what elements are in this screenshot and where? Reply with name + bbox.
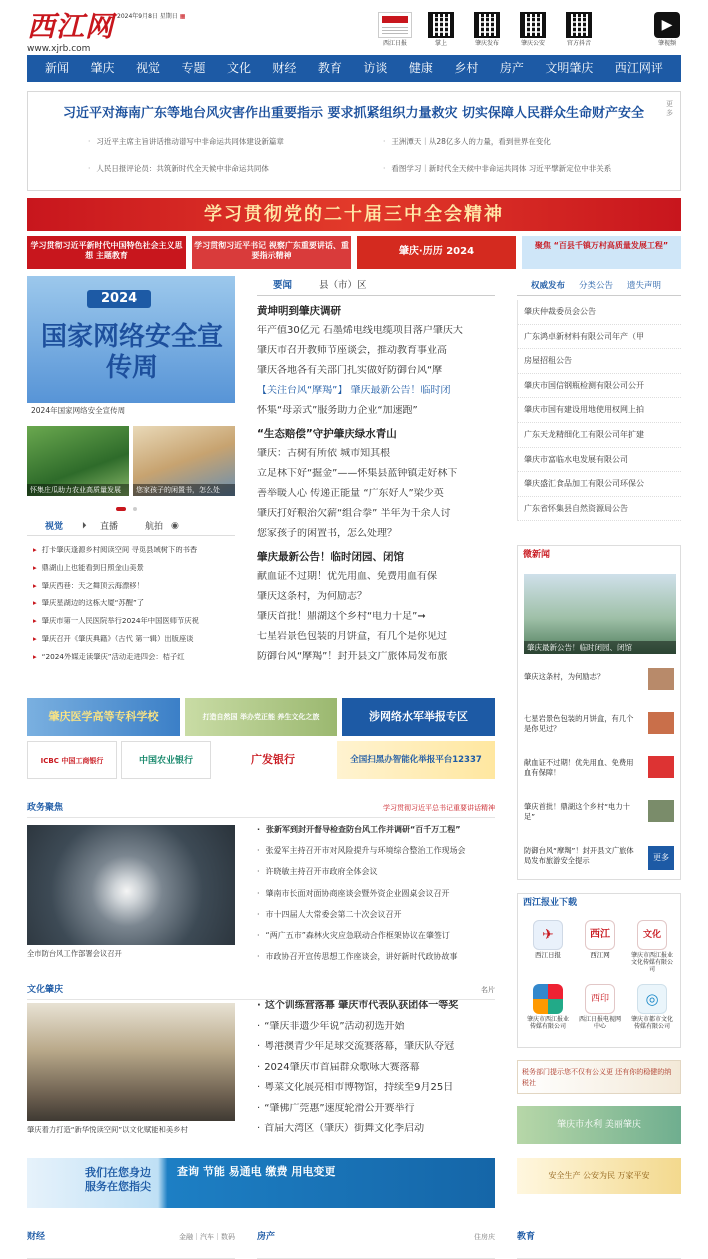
list-item[interactable]: ▸ 鼎湖山上也能看到日照金山美景 — [33, 564, 233, 582]
ad-banner[interactable]: 学习贯彻习近平书记 视察广东重要讲话、重要指示精神 — [192, 236, 351, 269]
header-icon-bar — [375, 12, 685, 52]
feature-caption: 2024年国家网络安全宣传周 — [27, 403, 235, 418]
tab-aerial[interactable]: 航拍 — [145, 522, 164, 532]
news-item[interactable]: 怀集“母亲式”服务助力企业“加速跑” — [257, 405, 418, 416]
play-icon: ▶ — [654, 12, 680, 38]
bank-ad[interactable]: 全国扫黑办智能化举报平台12337 — [337, 741, 495, 779]
nav-item[interactable]: 健康 — [408, 61, 433, 76]
mini-photo[interactable] — [133, 426, 235, 496]
news-item[interactable]: 献血证不过期！优先用血、免费用血有保 — [257, 571, 437, 582]
carousel-dot[interactable] — [133, 507, 137, 511]
newspaper-icon — [378, 12, 412, 38]
app-label: 肇庆市西江报业文化传媒有限公司 — [630, 952, 673, 974]
news-item[interactable]: 年产值30亿元 石墨烯电线电缆项目落户肇庆大 — [257, 325, 463, 336]
list-item[interactable]: 肇庆仲裁委员会公告 — [518, 300, 681, 325]
news-item[interactable]: 肇庆首批！鼎湖这个乡村“电力十足”➞ — [257, 611, 426, 622]
app-icon: 西印 — [585, 984, 615, 1014]
news-item[interactable]: 【关注台风“摩羯”】 肇庆最新公告！临时闭 — [257, 385, 451, 396]
news-item[interactable]: 七星岩景色包装的月饼盒，有几个是你见过 — [257, 631, 447, 642]
culture-caption: 肇庆着力打造“新华悦读空间”以文化赋能和美乡村 — [27, 1126, 188, 1134]
bank-ad[interactable]: 广发银行 — [251, 753, 295, 766]
micro-item[interactable]: 献血证不过期！优先用血、免费用血有保障！ — [524, 758, 634, 778]
drone-icon: ◉ — [171, 521, 179, 531]
list-item[interactable]: ▸ 打卡肇庆逢源乡村阅读空间 寻觅县域树下的书香 — [33, 546, 233, 564]
news-headline[interactable]: “生态赔偿”守护肇庆绿水青山 — [257, 428, 397, 440]
list-item[interactable]: ▸ 肇庆市第一人民医院举行2024年中国医师节庆祝 — [33, 617, 233, 635]
top-sub-item[interactable]: · 习近平主席主旨讲话推动谱写中非命运共同体建设新篇章 — [88, 137, 284, 146]
carousel-dot[interactable] — [116, 507, 126, 511]
nav-item[interactable]: 专题 — [181, 61, 206, 76]
nav-item[interactable]: 文化 — [226, 61, 251, 76]
list-item[interactable]: ▸ “2024外媒走读肇庆”活动走进四会：桔子红 — [33, 653, 233, 671]
gov-list — [257, 825, 495, 973]
app-icon: ✈ — [533, 920, 563, 950]
ad-banner[interactable]: 打造自然国 举办党正能 养生文化之旅 — [185, 698, 337, 736]
micro-title: 微新闻 — [523, 550, 551, 560]
bank-ad-row — [27, 741, 495, 779]
top-sub-item[interactable]: · 王洲潭天｜从28亿多人的力量，看到世界在变化 — [383, 137, 551, 146]
nav-item[interactable]: 房产 — [499, 61, 524, 76]
app-label: 肇庆市西江报业传媒有限公司 — [526, 1016, 569, 1031]
qr-label: 肇庆公安 — [520, 40, 545, 47]
education-header — [517, 1228, 681, 1259]
nav-item[interactable]: 财经 — [272, 61, 297, 76]
app-tile[interactable] — [526, 984, 570, 1030]
news-item[interactable]: 肇庆各地各有关部门扎实做好防御台风“摩 — [257, 365, 443, 376]
ad-banner[interactable]: 聚焦 “百县千镇万村高质量发展工程” — [522, 236, 681, 269]
notice-list — [517, 300, 681, 521]
news-item[interactable]: 肇庆打好粮治欠薪“组合拳” 半年为千余人讨 — [257, 508, 451, 519]
list-item[interactable]: 肇庆市国有建设用地使用权网上拍 — [518, 398, 681, 423]
news-list — [257, 305, 495, 671]
nav-item[interactable]: 西江网评 — [614, 61, 663, 76]
logo-url: www.xjrb.com — [27, 43, 91, 54]
qr-code-icon — [428, 12, 454, 38]
top-sub-item[interactable]: · 人民日报评论员：共筑新时代全天候中非命运共同体 — [88, 164, 269, 173]
logo-text: 西江网 — [27, 10, 115, 43]
culture-photo[interactable] — [27, 1003, 235, 1121]
download-box — [517, 893, 681, 1048]
list-item[interactable]: · 2024肇庆市首届群众歌咏大赛落幕 — [257, 1062, 495, 1083]
app-icon: 西江 — [585, 920, 615, 950]
nav-item[interactable]: 新闻 — [45, 61, 70, 76]
header-date — [117, 13, 185, 20]
right-ad[interactable]: 税务部门提示您不仅有公义更 还有你的稳健的纳税社 — [517, 1060, 681, 1094]
micro-news-box — [517, 545, 681, 880]
list-item[interactable]: · “肇佛广莞惠”速度轮滑公开赛举行 — [257, 1103, 495, 1124]
app-tile[interactable] — [630, 984, 674, 1030]
mini-photo[interactable] — [27, 426, 129, 496]
finance-header — [27, 1228, 235, 1259]
right-ad[interactable]: 安全生产 公安为民 万家平安 — [517, 1158, 681, 1194]
micro-item[interactable]: 肇庆首批！鼎湖这个乡村“电力十足” — [524, 802, 630, 822]
nav-item[interactable]: 访谈 — [363, 61, 388, 76]
qr-link-2[interactable] — [467, 12, 507, 47]
list-item[interactable]: · “肇庆非遗少年说”活动初选开始 — [257, 1021, 495, 1042]
housing-sublink[interactable]: 住房庆 — [474, 1233, 495, 1241]
nav-item[interactable]: 视觉 — [135, 61, 160, 76]
qr-code-icon — [474, 12, 500, 38]
list-item[interactable]: · 张爱军主持召开市对风险提升与环境综合整治工作现场会 — [257, 846, 495, 867]
ad-row-top — [27, 236, 681, 269]
app-icon: 文化 — [637, 920, 667, 950]
list-item[interactable]: · 首届大湾区（肇庆）街舞文化季启动 — [257, 1123, 495, 1144]
nav-item[interactable]: 乡村 — [454, 61, 479, 76]
mini-caption: 怀集庄瓜助力农业高质量发展 — [27, 484, 129, 496]
housing-header — [257, 1228, 495, 1259]
app-icon: ◎ — [637, 984, 667, 1014]
video-list — [33, 546, 233, 671]
mini-photos — [27, 426, 235, 496]
app-tile[interactable] — [630, 920, 674, 974]
app-label: 肇庆市都市文化传媒有限公司 — [630, 1016, 673, 1031]
list-item[interactable]: 肇庆盛汇食品加工有限公司环保公 — [518, 472, 681, 497]
list-item[interactable]: · 粤菜文化展亮相市博物馆，持续至9月25日 — [257, 1082, 495, 1103]
list-item[interactable]: · 市政协召开宣传思想工作座谈会，讲好新时代政协故事 — [257, 952, 495, 973]
app-label: 西江网 — [590, 951, 610, 959]
feature-title: 国家网络安全宣传周 — [40, 322, 223, 384]
qr-code-icon — [520, 12, 546, 38]
notice-tabs — [517, 278, 681, 296]
site-logo[interactable] — [27, 10, 114, 54]
date-text: 2024年9月8日 星期日 — [117, 13, 178, 20]
app-tile[interactable] — [578, 984, 622, 1030]
service-ad-right: 查询 节能 易通电 缴费 用电变更 — [177, 1165, 336, 1178]
download-title: 西江报业下载 — [523, 898, 578, 908]
list-item[interactable]: 房屋招租公告 — [518, 349, 681, 374]
qr-label: 肇庆发布 — [474, 40, 499, 47]
culture-header — [27, 982, 495, 1000]
main-nav — [27, 55, 681, 82]
feature-photo[interactable] — [27, 276, 235, 418]
micro-item[interactable]: 七星岩景色包装的月饼盒，有几个是你见过？ — [524, 714, 634, 734]
app-tile[interactable] — [578, 920, 622, 960]
list-item[interactable]: · 许晓敏主持召开市政府全体会议 — [257, 867, 495, 888]
list-item[interactable]: 广东天龙精细化工有限公司年扩建 — [518, 423, 681, 448]
news-item[interactable]: 立足林下好“掘金”——怀集县蓝钟镇走好林下 — [257, 468, 458, 479]
finance-title[interactable]: 财经 — [27, 1232, 46, 1242]
service-ad[interactable] — [27, 1158, 495, 1208]
finance-sublinks[interactable]: 金融｜汽车｜数码 — [179, 1233, 235, 1241]
more-link[interactable]: 更多 — [666, 100, 673, 117]
nav-item[interactable]: 文明肇庆 — [545, 61, 594, 76]
list-item[interactable]: ▸ 肇庆西巷：天之舞顶云海漂移！ — [33, 582, 233, 600]
list-item[interactable]: 肇庆市富临水电发展有限公司 — [518, 448, 681, 473]
micro-item[interactable]: 防御台风“摩羯”！封开县文广旅体局发布旅游安全提示 — [524, 846, 634, 866]
gov-link[interactable]: 学习贯彻习近平总书记重要讲话精神 — [383, 804, 495, 812]
news-item[interactable]: 肇庆市召开教师节座谈会，推动教育事业高 — [257, 345, 447, 356]
theme-banner[interactable]: 学习贯彻党的二十届三中全会精神 — [27, 198, 681, 231]
typhoon-photo[interactable] — [27, 825, 235, 945]
list-item[interactable]: 广东鸿卓新材料有限公司年产（甲 — [518, 325, 681, 350]
qr-link-1[interactable] — [421, 12, 461, 47]
culture-list — [257, 1000, 495, 1144]
micro-thumb[interactable] — [648, 800, 674, 822]
list-item[interactable]: 广东省怀集县自然资源局公告 — [518, 497, 681, 522]
tab-districts[interactable]: 县（市）区 — [319, 280, 367, 291]
list-item[interactable]: · 肇南市长面对面协商座谈会暨外资企业圆桌会议召开 — [257, 889, 495, 910]
tab-lost[interactable]: 遗失声明 — [627, 281, 662, 291]
list-item[interactable]: · 粤港澳青少年足球交流赛落幕，肇庆队夺冠 — [257, 1041, 495, 1062]
news-item[interactable]: 肇庆：古树有所依 城市知其根 — [257, 448, 391, 459]
culture-link[interactable]: 名片 — [481, 986, 495, 994]
paper-label: 西江日报 — [382, 40, 407, 47]
tab-headlines[interactable]: 要闻 — [273, 280, 293, 291]
culture-title: 文化肇庆 — [27, 985, 64, 995]
list-item[interactable]: · “两广五市”森林火灾应急联动合作框架协议在肇签订 — [257, 931, 495, 952]
service-ad-left: 我们在您身边 服务在您指尖 — [85, 1166, 151, 1194]
micro-photo[interactable] — [524, 574, 676, 654]
ad-banner[interactable]: 肇庆·历历 2024 — [357, 236, 516, 269]
bank-ad[interactable]: ICBC 中国工商银行 — [27, 741, 117, 779]
calendar-icon: ▦ — [179, 13, 186, 20]
news-item[interactable]: 善举暖人心 传递正能量 “广东好人”梁少英 — [257, 488, 444, 499]
news-item[interactable]: 防御台风“摩羯”！封开县文广旅体局发布旅 — [257, 651, 448, 662]
news-tabs — [257, 276, 495, 296]
app-label: 西江日报电视网中心 — [578, 1016, 621, 1031]
qr-link-4[interactable] — [559, 12, 599, 47]
right-ad[interactable]: 肇庆市水利 美丽肇庆 — [517, 1106, 681, 1144]
housing-title[interactable]: 房产 — [257, 1232, 276, 1242]
top-sub-item[interactable]: · 看图学习｜新时代全天候中非命运共同体 习近平擘新定位中非关系 — [383, 164, 673, 173]
tab-live[interactable]: 直播 — [100, 522, 119, 532]
news-headline[interactable]: 肇庆最新公告！临时闭园、闭馆 — [257, 551, 404, 563]
education-title[interactable]: 教育 — [517, 1232, 536, 1242]
app-icon — [533, 984, 563, 1014]
micro-more-button[interactable]: 更多 — [648, 846, 674, 870]
app-label: 西江日报 — [535, 951, 561, 959]
gov-caption: 全市防台风工作部署会议召开 — [27, 949, 122, 958]
bank-ad[interactable]: 中国农业银行 — [121, 741, 211, 779]
carousel-dots — [116, 501, 137, 514]
gov-title: 政务聚焦 — [27, 803, 64, 813]
play-circle-icon: ⏵ — [82, 521, 87, 531]
news-headline[interactable]: 黄坤明到肇庆调研 — [257, 305, 341, 317]
video-link[interactable] — [647, 12, 687, 47]
qr-label: 掌上 — [434, 40, 447, 47]
list-item[interactable]: 肇庆市国信钢瓶检测有限公司公开 — [518, 374, 681, 399]
list-item[interactable]: ▸ 肇庆星湖边的这栋大厦“苏醒”了 — [33, 599, 233, 617]
list-item[interactable]: · 这个训练营落幕 肇庆市代表队获团体一等奖 — [257, 1000, 495, 1021]
app-tile[interactable] — [526, 920, 570, 960]
qr-link-3[interactable] — [513, 12, 553, 47]
qr-label: 官方抖音 — [566, 40, 591, 47]
qr-code-icon — [566, 12, 592, 38]
nav-item[interactable]: 肇庆 — [90, 61, 115, 76]
video-tabs — [27, 518, 235, 536]
news-item[interactable]: 肇庆这条村，为何励志？ — [257, 591, 367, 602]
micro-photo-caption: 肇庆最新公告！临时闭园、闭馆 — [524, 641, 676, 654]
paper-link[interactable] — [375, 12, 415, 47]
ad-banner[interactable]: 肇庆医学高等专科学校 — [27, 698, 180, 736]
ad-banner[interactable]: 学习贯彻习近平新时代中国特色社会主义思想 主题教育 — [27, 236, 186, 269]
ad-row-mid — [27, 698, 495, 736]
tab-official[interactable]: 权威发布 — [531, 281, 566, 291]
feature-badge: 2024 — [87, 290, 151, 308]
video-label: 肇视频 — [657, 40, 676, 47]
tab-classified[interactable]: 分类公告 — [579, 281, 614, 291]
gov-header — [27, 800, 495, 818]
news-item[interactable]: 您家孩子的闲置书，怎么处理？ — [257, 528, 397, 539]
top-news-box — [27, 91, 681, 191]
ad-banner[interactable]: 涉网络水军举报专区 — [342, 698, 495, 736]
micro-thumb[interactable] — [648, 712, 674, 734]
list-item[interactable]: · 张新军到封开督导检查防台风工作并调研“百千万工程” — [257, 825, 495, 846]
nav-item[interactable]: 教育 — [317, 61, 342, 76]
micro-thumb[interactable] — [648, 756, 674, 778]
list-item[interactable]: · 市十四届人大常委会第二十次会议召开 — [257, 910, 495, 931]
mini-caption: 您家孩子的闲置书，怎么处 — [133, 484, 235, 496]
tab-vision[interactable]: 视觉 — [45, 522, 64, 532]
micro-thumb[interactable] — [648, 668, 674, 690]
top-headline[interactable]: 习近平对海南广东等地台风灾害作出重要指示 要求抓紧组织力量救灾 切实保障人民群众生命财产安全 — [63, 106, 645, 121]
micro-item[interactable]: 肇庆这条村，为何励志？ — [524, 672, 605, 681]
list-item[interactable]: ▸ 肇庆召开《肇庆典籍》（古代 第一辑）出版座谈 — [33, 635, 233, 653]
